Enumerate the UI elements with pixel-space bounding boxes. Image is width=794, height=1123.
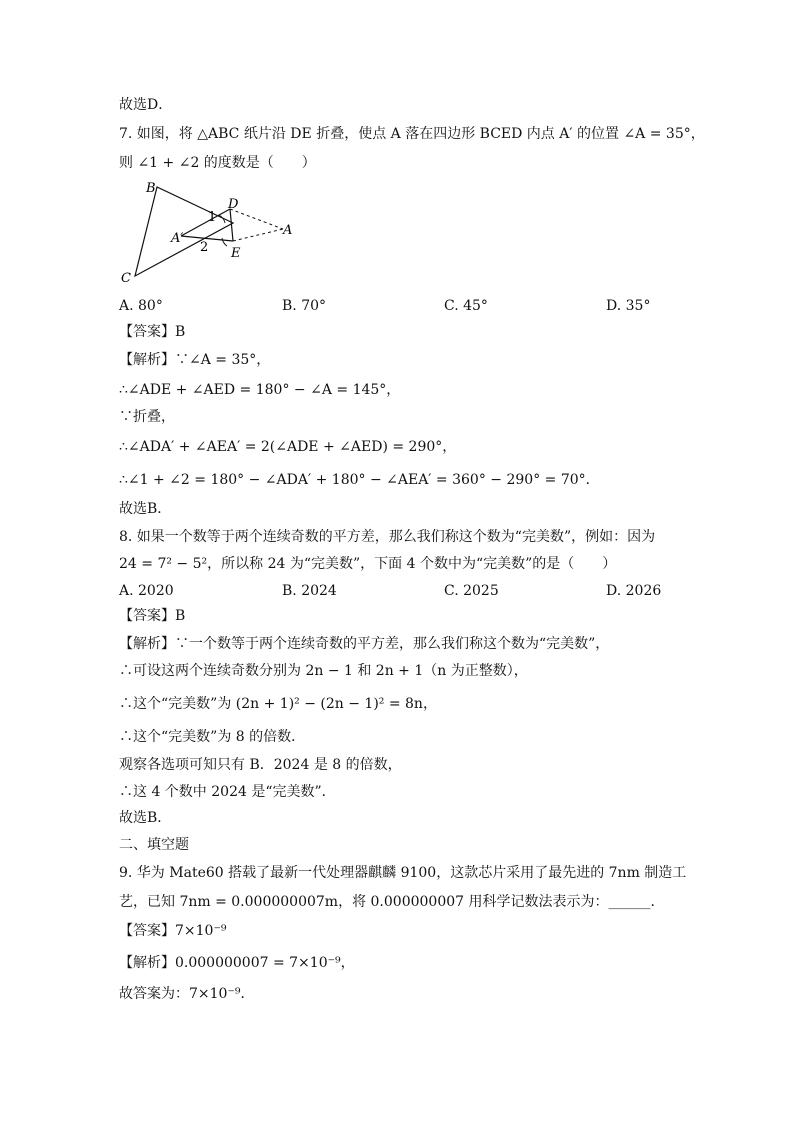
triangle-bce-outline: [135, 187, 233, 276]
q7-stem-line2: 则 ∠1 + ∠2 的度数是（ ）: [119, 155, 316, 171]
folding-triangle-figure: [115, 178, 300, 290]
label-angle2: 2: [200, 240, 209, 255]
q8-answer: 【答案】B: [119, 608, 186, 624]
dashed-da: [230, 209, 283, 229]
q9-stem-line1: 9. 华为 Mate60 搭载了最新一代处理器麒麟 9100，这款芯片采用了最先进的 7nm 制造工: [119, 865, 687, 881]
q7-solution-line3: ∵折叠，: [119, 409, 175, 425]
q6-conclusion: 故选D．: [119, 97, 173, 113]
q8-option-b: B. 2024: [282, 583, 337, 599]
q7-stem-line1: 7. 如图，将 △ABC 纸片沿 DE 折叠，使点 A 落在四边形 BCED 内点 A′ 的位置 ∠A = 35°，: [119, 126, 705, 142]
dashed-ea: [233, 229, 283, 241]
label-d: D: [228, 197, 239, 212]
q8-solution-line5: 观察各选项可知只有 B．2024 是 8 的倍数，: [119, 757, 402, 773]
label-a-prime: A′: [171, 231, 184, 246]
q8-solution-line6: ∴这 4 个数中 2024 是“完美数”．: [119, 784, 336, 800]
label-e: E: [231, 246, 241, 261]
segment-da-prime: [181, 209, 230, 236]
q7-solution-line2: ∴∠ADE + ∠AED = 180° − ∠A = 145°，: [119, 382, 401, 398]
q8-solution-line4: ∴这个“完美数”为 8 的倍数．: [119, 729, 306, 745]
angle2-arc: [222, 238, 227, 246]
q9-answer: 【答案】7×10⁻⁹: [119, 923, 227, 939]
q8-option-a: A. 2020: [119, 583, 174, 599]
q8-solution-line2: ∴可设这两个连续奇数分别为 2n − 1 和 2n + 1（n 为正整数），: [119, 663, 528, 679]
q8-solution-line1: 【解析】∵一个数等于两个连续奇数的平方差，那么我们称这个数为“完美数”，: [119, 636, 610, 652]
q7-option-d: D. 35°: [606, 298, 651, 314]
label-angle1: 1: [208, 210, 217, 225]
q8-option-c: C. 2025: [444, 583, 499, 599]
label-a: A: [283, 223, 293, 238]
q7-option-a: A. 80°: [119, 298, 163, 314]
q8-option-d: D. 2026: [606, 583, 662, 599]
q7-conclusion: 故选B．: [119, 501, 172, 517]
q9-solution-line2: 故答案为：7×10⁻⁹．: [119, 986, 255, 1002]
q8-conclusion: 故选B．: [119, 810, 172, 826]
q8-stem-line2: 24 = 7² − 5²，所以称 24 为“完美数”，下面 4 个数中为“完美数”的是（ ）: [119, 556, 617, 572]
q7-solution-line5: ∴∠1 + ∠2 = 180° − ∠ADA′ + 180° − ∠AEA′ = 360° − 290° = 70°．: [119, 472, 600, 488]
q7-solution-line1: 【解析】∵∠A = 35°，: [119, 352, 271, 368]
q9-stem-line2: 艺，已知 7nm = 0.000000007m，将 0.000000007 用科学记数法表示为：______．: [119, 894, 665, 910]
q7-answer: 【答案】B: [119, 324, 186, 340]
q8-solution-line3: ∴这个“完美数”为 (2n + 1)² − (2n − 1)² = 8n，: [119, 696, 437, 712]
label-b: B: [146, 181, 156, 196]
section-heading-fill-in: 二、填空题: [119, 837, 189, 853]
q8-stem-line1: 8. 如果一个数等于两个连续奇数的平方差，那么我们称这个数为“完美数”，例如：因为: [119, 529, 656, 545]
q7-option-c: C. 45°: [444, 298, 488, 314]
label-c: C: [121, 271, 131, 286]
q9-solution-line1: 【解析】0.000000007 = 7×10⁻⁹，: [119, 955, 355, 971]
q7-solution-line4: ∴∠ADA′ + ∠AEA′ = 2(∠ADE + ∠AED) = 290°，: [119, 439, 457, 455]
q7-option-b: B. 70°: [282, 298, 327, 314]
